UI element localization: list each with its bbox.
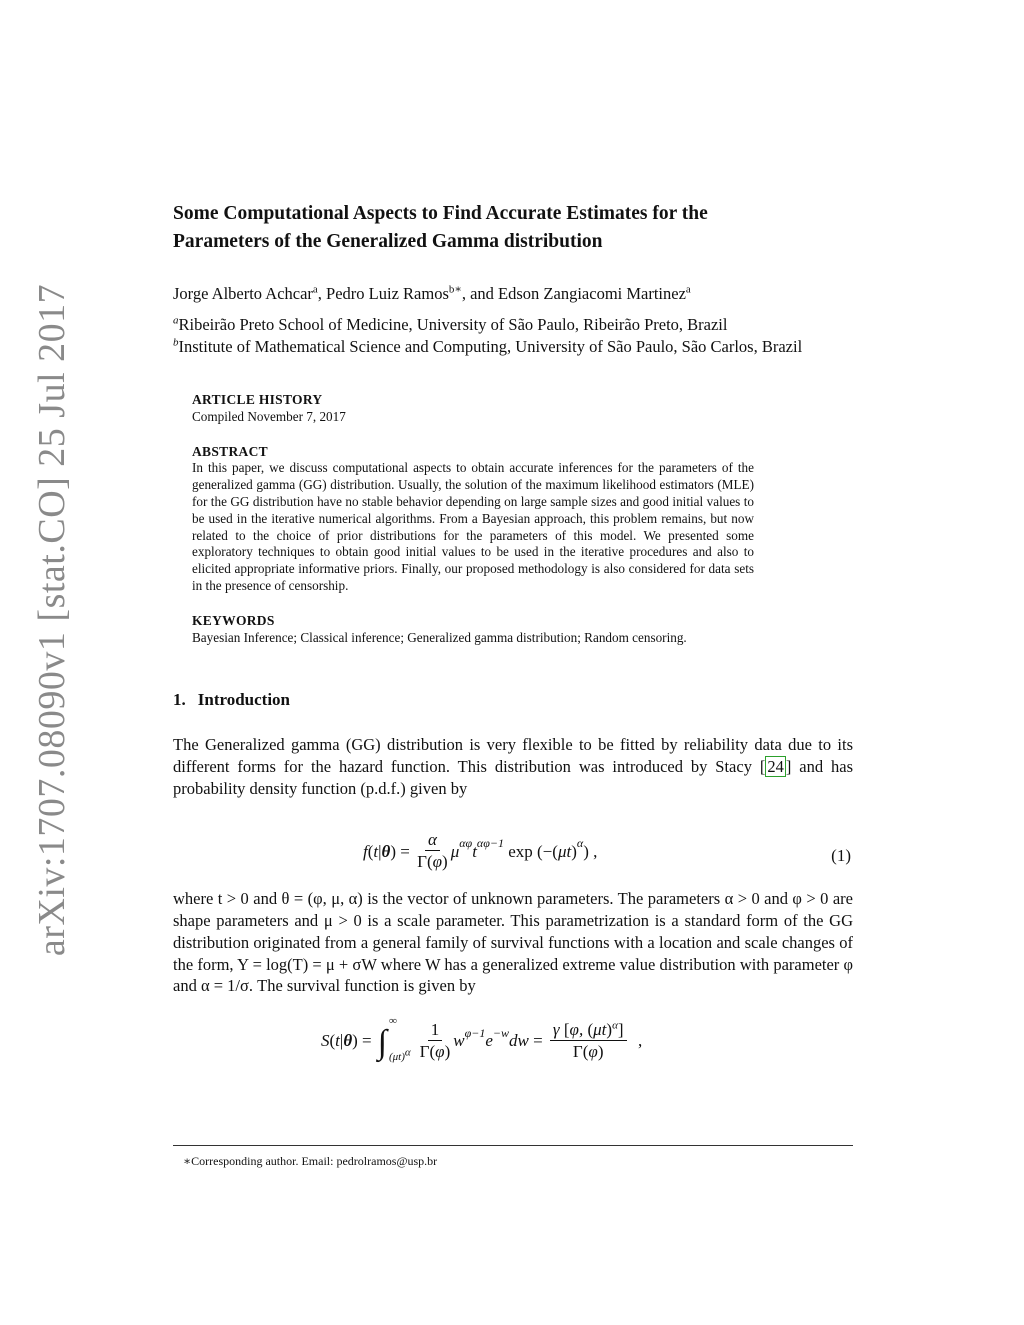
intro-paragraph-2: where t > 0 and θ = (φ, μ, α) is the vector of unknown parameters. The parameters α > 0 and φ > 0 are shape parameters and μ > 0 is a scale parameter. This parametrization is a standard form of the GG distribution originated from a general family of survival functions with a location and scale changes of the form, Y = log(T) = μ + σW where W has a generalized extreme value distribution with parameter φ and α = 1/σ. The survival function is given by xyxy=(173,889,853,996)
abstract-text: In this paper, we discuss computational aspects to obtain accurate inferences for the parameters of the generalized gamma (GG) distribution. Usually, the solution of the maximum likelihood estimators (MLE) for the GG distribution have no stable behavior depending on large sample sizes and good initial values to be used in the iterative numerical algorithms. From a Bayesian approach, this problem remains, but now related to the choice of prior distributions for the parameters of this model. We presented some exploratory techniques to obtain good initial values to be used in the iterative procedures and also to elicited appropriate informative priors. Finally, our proposed methodology is also considered for data sets in the presence of censorship. xyxy=(192,460,754,593)
author-1-affil-mark: a xyxy=(312,283,318,296)
paper-page xyxy=(173,200,853,1086)
arxiv-stamp: arXiv:1707.08090v1 [stat.CO] 25 Jul 2017 xyxy=(31,283,73,957)
survival-formula: S ( t | θ ) = ∫ ∞ $(\mu t)^\alpha$ $\frac{1}{\Gamma(\varphi)}$ w φ−1 e −w dw = $\frac{\gamma [\varphi, (\mu t)^\alpha]}{\Gamma(\varphi)}$ , xyxy=(321,1015,643,1064)
affil-a-text: Ribeirão Preto School of Medicine, University of São Paulo, Ribeirão Preto, Brazil xyxy=(178,315,728,334)
equation-1 xyxy=(173,816,853,882)
intro-paragraph-1: The Generalized gamma (GG) distribution is very flexible to be fitted by reliability data due to its different forms for the hazard function. This distribution was introduced by Stacy [ 24 ] and has probability density function (p.d.f.) given by xyxy=(173,735,853,798)
title-line-1: Some Computational Aspects to Find Accurate Estimates for the xyxy=(173,203,708,224)
section-title: Introduction xyxy=(197,690,291,710)
section-heading xyxy=(173,690,853,710)
equation-survival xyxy=(173,1014,853,1086)
equation-number: (1) xyxy=(831,846,851,866)
abstract-heading: ABSTRACT xyxy=(192,443,268,459)
history-heading: ARTICLE HISTORY xyxy=(192,392,323,407)
abstract xyxy=(192,444,754,595)
author-2-affil-mark: b∗ xyxy=(448,283,462,296)
author-2: , Pedro Luiz Ramos xyxy=(317,284,449,303)
compiled-date: Compiled November 7, 2017 xyxy=(192,408,346,424)
citation-link[interactable]: 24 xyxy=(767,757,784,777)
footnote-rule xyxy=(173,1145,853,1146)
pdf-formula: f ( t | θ ) = $\frac{\alpha}{\Gamma(\varphi)}$ μ αφ t αφ−1 exp (−( μt ) α ) , xyxy=(363,830,598,872)
title-line-2: Parameters of the Generalized Gamma distribution xyxy=(173,231,603,252)
affil-b-text: Institute of Mathematical Science and Computing, University of São Paulo, São Carlos, Brazil xyxy=(178,337,803,356)
footnote: ∗Corresponding author. Email: pedrolramos@usp.br xyxy=(183,1154,438,1168)
article-history xyxy=(192,392,754,426)
author-list xyxy=(173,282,853,306)
affil-b-mark: b xyxy=(173,336,179,349)
intro-p1-text-cont: and has probability density function (p.d.f.) given by xyxy=(173,757,853,798)
keywords-text: Bayesian Inference; Classical inference; Generalized gamma distribution; Random censoring. xyxy=(192,629,687,645)
keywords-heading: KEYWORDS xyxy=(192,612,275,628)
author-3-affil-mark: a xyxy=(685,283,691,296)
paper-title xyxy=(173,200,853,256)
keywords xyxy=(192,613,754,647)
section-number: 1. xyxy=(173,690,186,710)
author-3: , and Edson Zangiacomi Martinez xyxy=(461,284,686,303)
intro-p1-text: The Generalized gamma (GG) distribution is very flexible to be fitted by reliability data due to its different forms for the hazard function. This distribution was introduced by Stacy xyxy=(173,735,853,777)
author-1: Jorge Alberto Achcar xyxy=(173,284,313,303)
affil-a-mark: a xyxy=(173,314,179,327)
affiliations xyxy=(173,314,853,358)
